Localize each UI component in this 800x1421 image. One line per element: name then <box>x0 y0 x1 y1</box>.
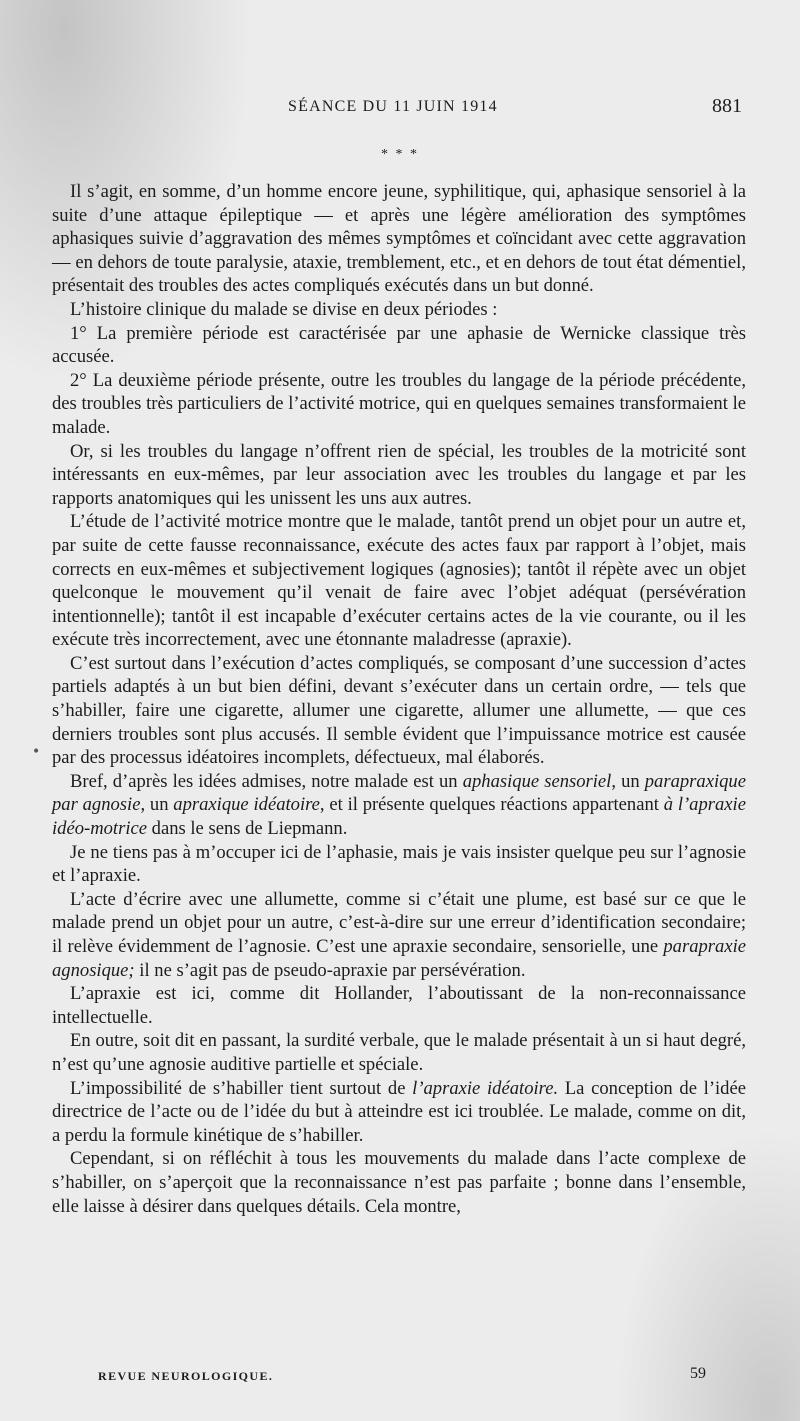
text-run: La conception de l’idée directrice de l’acte ou de l’idée du but à atteindre est ici troublée. Le malade, comme on dit, a perdu la formule kinétique de s’habiller. <box>52 1077 746 1146</box>
signature-mark: 59 <box>690 1365 706 1382</box>
italic-term: à l’apraxie idéo-motrice <box>52 794 746 840</box>
paragraph-summary-diagnosis <box>52 770 746 841</box>
paragraph-complex-acts: C’est surtout dans l’exécution d’actes compliqués, se composant d’une succession d’actes partiels adaptés à un but bien défini, devant s’exécuter dans un certain ordre, — tels que s’habiller, faire une cigarette, allumer une cigarette, allumer une allumette, — que ces derniers troubles sont plus accusés. Il semble évident que l’impuissance motrice est causée par des processus idéatoires incomplets, défectueux, mal élaborés. <box>52 652 746 769</box>
text-run: , un <box>611 770 645 792</box>
running-head: SÉANCE DU 11 JUIN 1914 <box>288 98 498 115</box>
paragraph-verbal-deafness: En outre, soit dit en passant, la surdité verbale, que le malade présentait à un si haut degré, n’est qu’une agnosie auditive partielle et spéciale. <box>52 1030 746 1075</box>
page-header <box>0 95 800 128</box>
italic-term: aphasique sensoriel <box>462 770 612 792</box>
paragraph-first-period: 1° La première période est caractérisée par une aphasie de Wernicke classique très accusée. <box>52 322 746 368</box>
italic-term: parapraxique par agnosie <box>52 770 746 816</box>
italic-term: apraxique idéatoire <box>173 794 320 816</box>
paragraph-summary: Il s’agit, en somme, d’un homme encore jeune, syphilitique, qui, aphasique sensoriel à la suite d’une attaque épileptique — et après une légère amélioration des symptômes aphasiques suivie d’aggravation des mêmes symptômes et coïncidant avec cette aggravation — en dehors de toute paralysie, ataxie, tremblement, etc., et en dehors de tout état démentiel, présentait des troubles des actes compliqués exécutés dans un but donné. <box>52 181 746 297</box>
text-run: L’acte d’écrire avec une allumette, comme si c’était une plume, est basé sur ce que le malade prend un objet pour un autre, c’est-à-dire sur une erreur d’identification secondaire; il relève évidemment de l’agnosie. C’est une apraxie secondaire, sensorielle, une <box>52 888 746 957</box>
page-number: 881 <box>712 95 742 117</box>
italic-term: parapraxie agnosique; <box>52 936 746 981</box>
text-run: L’impossibilité de s’habiller tient surtout de <box>70 1077 413 1099</box>
journal-name: REVUE NEUROLOGIQUE. <box>98 1369 274 1383</box>
text-run: Bref, d’après les idées admises, notre malade est un <box>70 770 463 792</box>
section-break-asterism: * * * <box>381 147 419 162</box>
page-footer <box>0 1365 800 1389</box>
paragraph-motor-troubles: Or, si les troubles du langage n’offrent rien de spécial, les troubles de la motricité sont intéressants en eux-mêmes, par leur association avec les troubles du langage et par les rapports anatomiques qui les unissent les uns aux autres. <box>52 440 746 509</box>
paragraph-agnosia-apraxia: Je ne tiens pas à m’occuper ici de l’aphasie, mais je vais insister quelque peu sur l’agnosie et l’apraxie. <box>52 841 746 887</box>
paragraph-history-intro: L’histoire clinique du malade se divise en deux périodes : <box>70 298 498 320</box>
paragraph-recognition: Cependant, si on réfléchit à tous les mouvements du malade dans l’acte complexe de s’habiller, on s’aperçoit que la reconnaissance n’est pas parfaite ; bonne dans l’ensemble, elle laisse à désirer dans quelques détails. Cela montre, <box>52 1148 746 1217</box>
body-text <box>52 180 746 1218</box>
paragraph-motor-study: L’étude de l’activité motrice montre que le malade, tantôt prend un objet pour un autre et, par suite de cette fausse reconnaissance, exécute des actes faux par rapport à l’objet, mais corrects en eux-mêmes et subjectivement logiques (agnosies); tantôt il répète avec un objet quelconque le mouvement qu’il venait de faire avec l’objet adéquat (persévération intentionnelle); tantôt il est incapable d’exécuter certains actes de la vie courante, ou il les exécute très incorrectement, avec une étonnante maladresse (apraxie). <box>52 511 746 651</box>
paragraph-hollander: L’apraxie est ici, comme dit Hollander, l’aboutissant de la non-reconnaissance intellectuelle. <box>52 983 746 1028</box>
italic-term: l’apraxie idéatoire. <box>412 1077 559 1099</box>
paragraph-second-period: 2° La deuxième période présente, outre les troubles du langage de la période précédente, des troubles très particuliers de l’activité motrice, qui en quelques semaines transformaient le malade. <box>52 369 746 438</box>
paragraph-match-writing <box>52 888 746 982</box>
text-run: il ne s’agit pas de pseudo-apraxie par persévération. <box>134 959 526 981</box>
text-run: , et il présente quelques réactions appartenant <box>319 794 664 816</box>
text-run: , un <box>140 794 174 816</box>
text-run: dans le sens de Liepmann. <box>147 818 348 840</box>
margin-mark: • <box>32 744 41 760</box>
paragraph-dressing <box>52 1077 746 1148</box>
